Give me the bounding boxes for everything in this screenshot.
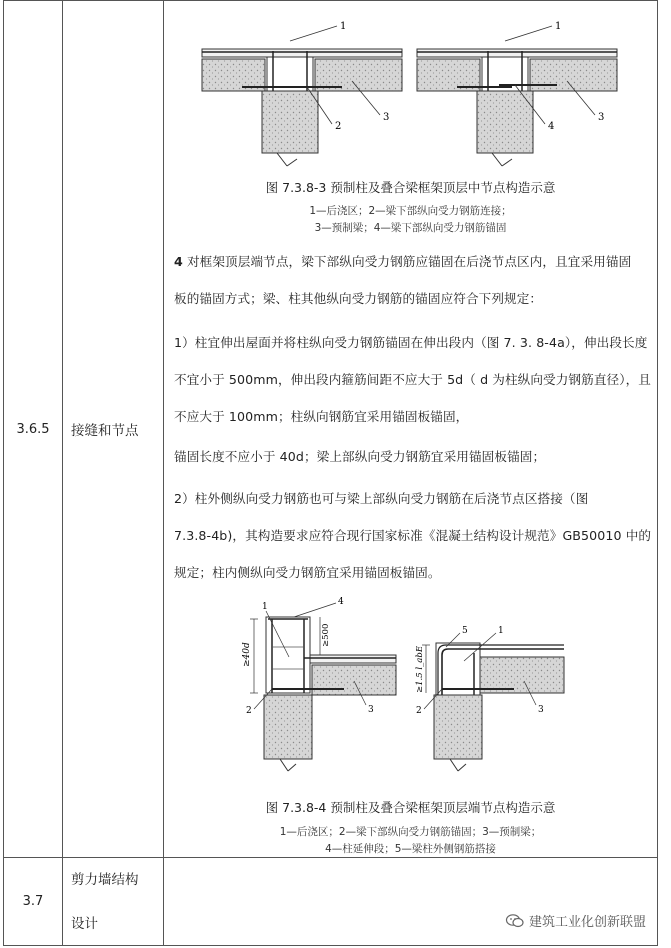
fig2-label-2: 2 (246, 706, 252, 716)
figure1-legend-line2: 3—预制梁；4—梁下部纵向受力钢筋锚固 (314, 222, 507, 234)
section-number-cell (4, 858, 63, 946)
item2-line1: 2）柱外侧纵向受力钢筋也可与梁上部纵向受力钢筋在后浇节点区搭接（图 (174, 491, 589, 506)
dim-40d: ≥40d (242, 642, 252, 667)
section-number: 3.7 (22, 894, 44, 909)
section-title-cell (63, 858, 164, 946)
fig1-label-4: 4 (548, 121, 555, 132)
joint-diagram-right (417, 21, 617, 166)
item1-line4: 锚固长度不应小于 40d；梁上部纵向受力钢筋宜采用锚固板锚固； (174, 449, 546, 464)
joint-diagram-left (202, 21, 402, 166)
fig2-label-3b: 3 (538, 705, 544, 715)
figure-7-3-8-3 (202, 21, 642, 171)
figure2-legend-line2: 4—柱延伸段；5—梁柱外侧钢筋搭接 (325, 843, 496, 855)
spec-table (3, 0, 658, 946)
fig2-label-5: 5 (462, 626, 468, 636)
section-title: 接缝和节点 (71, 423, 139, 439)
paragraph-number: 4 (174, 254, 183, 269)
section-number-cell (4, 1, 63, 858)
table-row (4, 1, 658, 858)
section-content-cell (164, 1, 658, 858)
fig1-label-1b: 1 (555, 21, 562, 32)
figure-7-3-8-4 (244, 597, 584, 777)
figure2-caption: 图 7.3.8-4 预制柱及叠合梁框架顶层端节点构造示意 (265, 800, 556, 815)
watermark (506, 911, 646, 930)
fig2-label-1: 1 (262, 602, 268, 612)
dim-500: ≥500 (321, 623, 331, 647)
item1-line2: 不宜小于 500mm，伸出段内箍筋间距不应大于 5d（ d 为柱纵向受力钢筋直径），且 (174, 372, 651, 387)
paragraph-4-line1 (174, 243, 652, 280)
fig2-label-1b: 1 (498, 626, 504, 636)
end-joint-diagram-a (242, 597, 396, 771)
item1-line3: 不应大于 100mm；柱纵向钢筋宜采用锚固板锚固， (174, 409, 469, 424)
section-content-cell (164, 858, 658, 946)
section-title-line2: 设计 (71, 915, 98, 932)
wechat-icon (506, 914, 524, 928)
figure1-legend-line1: 1—后浇区；2—梁下部纵向受力钢筋连接； (309, 205, 512, 217)
paragraph-4-line2: 板的锚固方式；梁、柱其他纵向受力钢筋的锚固应符合下列规定： (174, 291, 543, 306)
section-title-line1: 剪力墙结构 (71, 871, 139, 888)
fig1-label-2: 2 (335, 121, 342, 132)
end-joint-diagram-b (415, 626, 564, 771)
figure1-caption: 图 7.3.8-3 预制柱及叠合梁框架顶层中节点构造示意 (265, 180, 556, 195)
item2-line3: 规定；柱内侧纵向受力钢筋宜采用锚固板锚固。 (174, 565, 441, 580)
fig2-label-4: 4 (338, 597, 344, 607)
item1-line1: 1）柱宜伸出屋面并将柱纵向受力钢筋锚固在伸出段内（图 7. 3. 8-4a），伸出段长度 (174, 335, 648, 350)
item2-line2: 7.3.8-4b)，其构造要求应符合现行国家标准《混凝土结构设计规范》GB50010 中的 (174, 528, 652, 543)
dim-1-5-labe: ≥1.5 l_abE (415, 645, 425, 693)
section-title-cell (63, 1, 164, 858)
fig2-label-3: 3 (368, 705, 374, 715)
fig1-label-3: 3 (383, 112, 390, 123)
paragraph-text: 对框架顶层端节点，梁下部纵向受力钢筋应锚固在后浇节点区内，且宜采用锚固 (182, 254, 632, 269)
section-number: 3.6.5 (16, 421, 50, 437)
figure2-legend-line1: 1—后浇区；2—梁下部纵向受力钢筋锚固；3—预制梁； (279, 826, 542, 838)
watermark-text: 建筑工业化创新联盟 (528, 915, 646, 930)
fig1-label-1: 1 (340, 21, 347, 32)
table-row (4, 858, 658, 946)
fig2-label-2b: 2 (416, 706, 422, 716)
fig1-label-3b: 3 (598, 112, 605, 123)
